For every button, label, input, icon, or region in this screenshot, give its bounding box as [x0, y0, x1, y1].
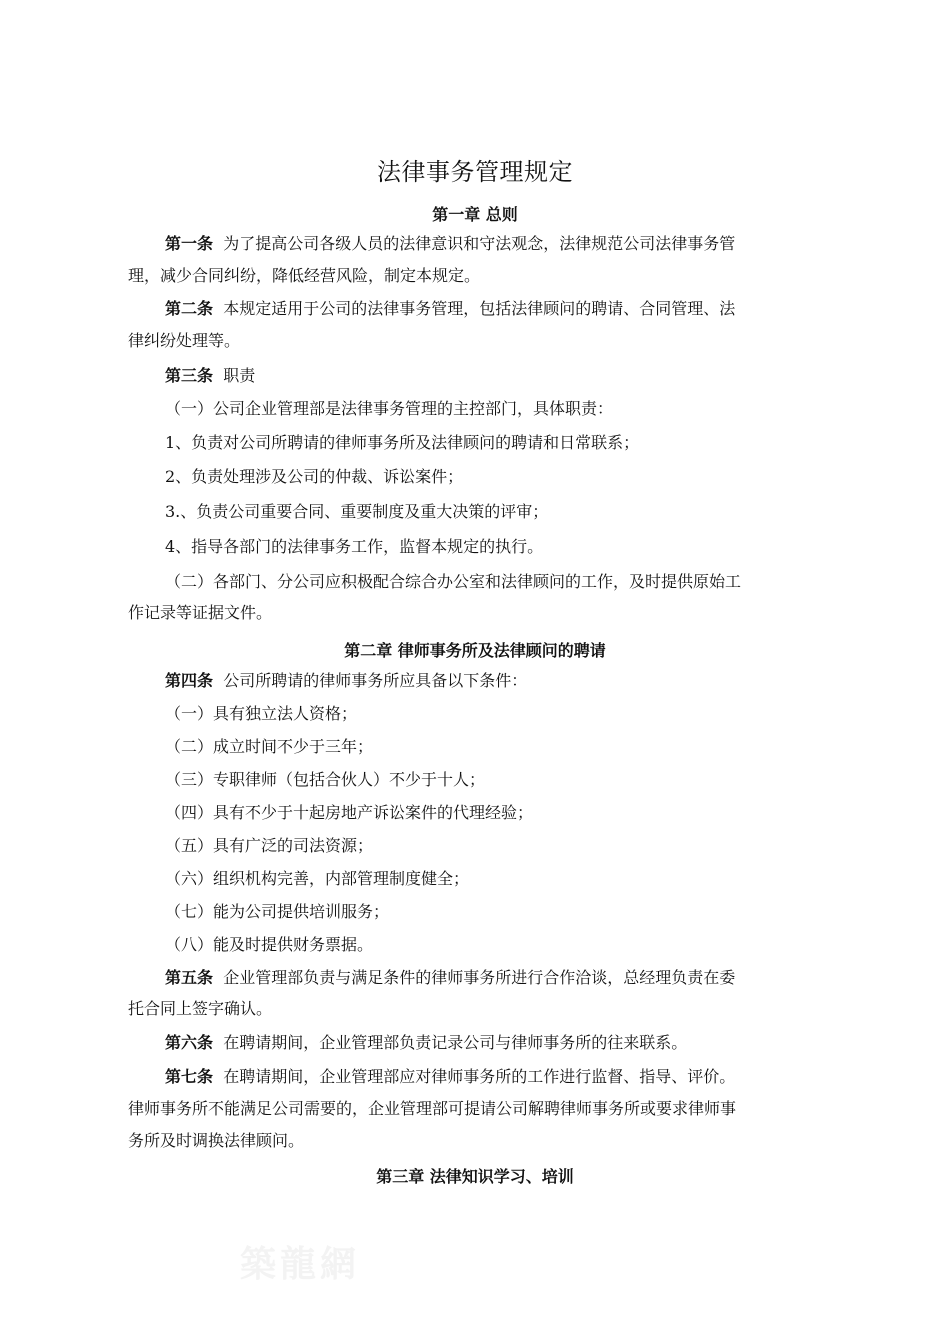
article-7 — [165, 1067, 855, 1087]
article-1-label: 第一条 — [165, 234, 214, 253]
chapter-2-heading: 第二章 律师事务所及法律顾问的聘请 — [344, 641, 606, 660]
article-4 — [165, 671, 855, 691]
article-1-cont: 理，减少合同纠纷，降低经营风险，制定本规定。 — [128, 266, 481, 285]
article-1 — [165, 234, 855, 254]
article-6-label: 第六条 — [165, 1033, 214, 1052]
article-2-text: 本规定适用于公司的法律事务管理，包括法律顾问的聘请、合同管理、法 — [223, 299, 736, 318]
article-4-item: （二）成立时间不少于三年； — [165, 737, 374, 756]
article-6 — [165, 1033, 855, 1053]
article-1-text: 为了提高公司各级人员的法律意识和守法观念，法律规范公司法律事务管 — [223, 234, 736, 253]
article-3-item-3: 3.、负责公司重要合同、重要制度及重大决策的评审； — [165, 502, 549, 521]
article-7-label: 第七条 — [165, 1067, 214, 1086]
article-3 — [165, 366, 855, 386]
document-title: 法律事务管理规定 — [377, 158, 573, 186]
article-7-cont: 务所及时调换法律顾问。 — [128, 1131, 305, 1150]
article-6-text: 在聘请期间，企业管理部负责记录公司与律师事务所的往来联系。 — [223, 1033, 688, 1052]
article-3-section-1: （一）公司企业管理部是法律事务管理的主控部门，具体职责： — [165, 399, 614, 418]
article-2-label: 第二条 — [165, 299, 214, 318]
chapter-3-heading: 第三章 法律知识学习、培训 — [376, 1167, 574, 1186]
chapter-1-heading: 第一章 总则 — [432, 205, 518, 224]
article-4-text: 公司所聘请的律师事务所应具备以下条件： — [223, 671, 528, 690]
article-3-section-2: （二）各部门、分公司应积极配合综合办公室和法律顾问的工作，及时提供原始工 — [165, 572, 742, 591]
article-5-cont: 托合同上签字确认。 — [128, 999, 273, 1018]
article-4-item: （三）专职律师（包括合伙人）不少于十人； — [165, 770, 486, 789]
article-3-label: 第三条 — [165, 366, 214, 385]
article-3-text: 职责 — [223, 366, 256, 385]
article-4-label: 第四条 — [165, 671, 214, 690]
article-4-item: （六）组织机构完善，内部管理制度健全； — [165, 869, 470, 888]
article-5 — [165, 968, 855, 988]
article-3-item-1: 1、负责对公司所聘请的律师事务所及法律顾问的聘请和日常联系； — [165, 433, 640, 452]
article-4-item: （七）能为公司提供培训服务； — [165, 902, 390, 921]
article-7-cont: 律师事务所不能满足公司需要的，企业管理部可提请公司解聘律师事务所或要求律师事 — [128, 1099, 737, 1118]
article-7-text: 在聘请期间，企业管理部应对律师事务所的工作进行监督、指导、评价。 — [223, 1067, 736, 1086]
article-5-label: 第五条 — [165, 968, 214, 987]
article-2-cont: 律纠纷处理等。 — [128, 331, 241, 350]
article-3-item-2: 2、负责处理涉及公司的仲裁、诉讼案件； — [165, 467, 464, 486]
article-3-item-4: 4、指导各部门的法律事务工作，监督本规定的执行。 — [165, 537, 544, 556]
article-2 — [165, 299, 855, 319]
article-3-section-2-cont: 作记录等证据文件。 — [128, 603, 273, 622]
article-4-item: （四）具有不少于十起房地产诉讼案件的代理经验； — [165, 803, 534, 822]
article-5-text: 企业管理部负责与满足条件的律师事务所进行合作洽谈，总经理负责在委 — [223, 968, 736, 987]
article-4-item: （一）具有独立法人资格； — [165, 704, 358, 723]
watermark: 築龍網 — [240, 1243, 361, 1285]
article-4-item: （五）具有广泛的司法资源； — [165, 836, 374, 855]
article-4-item: （八）能及时提供财务票据。 — [165, 935, 374, 954]
